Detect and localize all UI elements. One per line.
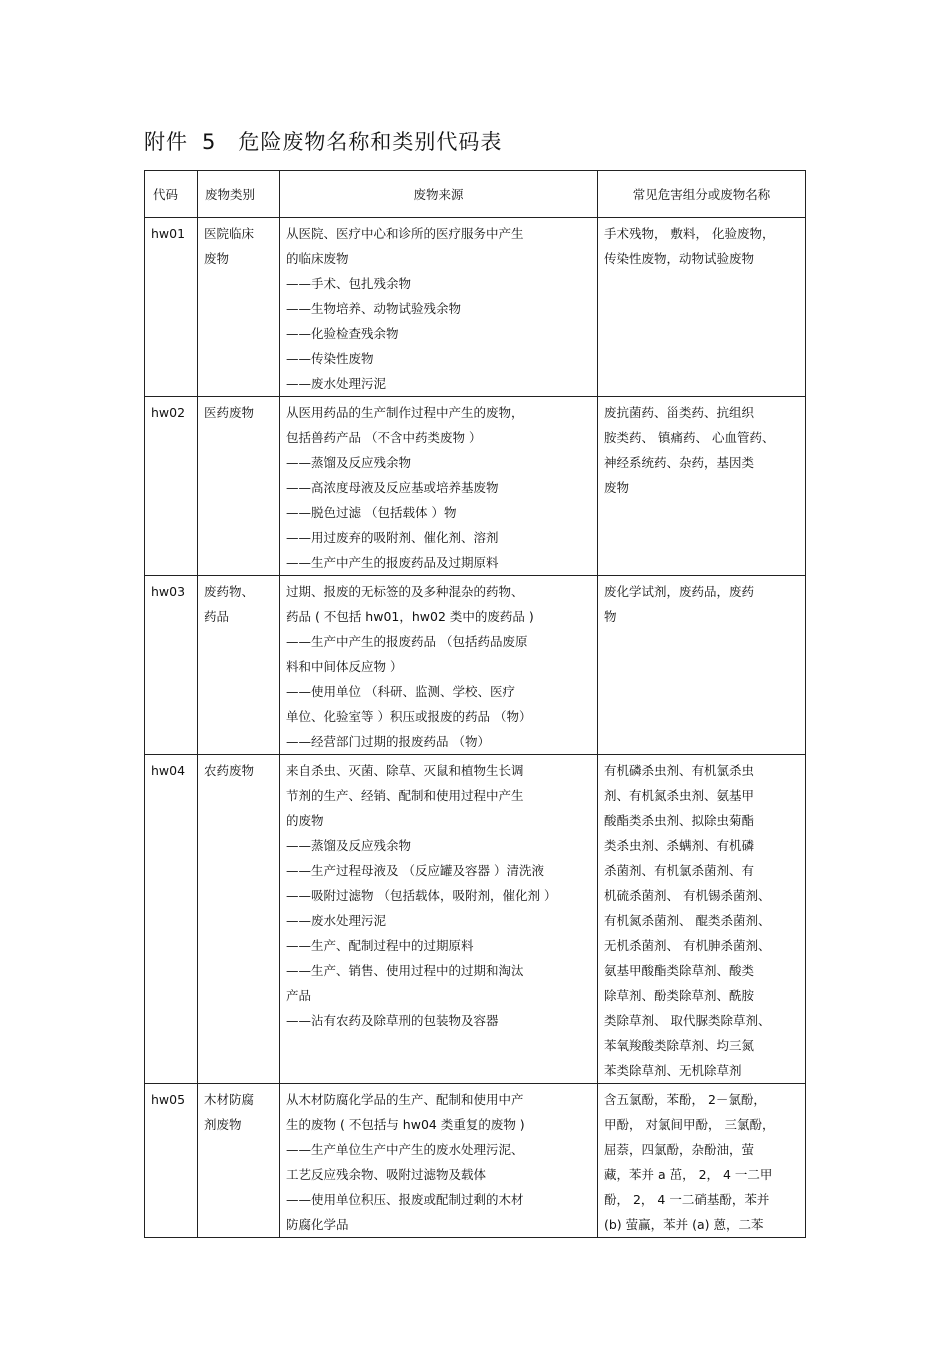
cell-source-line: 工艺反应残余物、吸附过滤物及载体 bbox=[286, 1167, 487, 1182]
cell-components-line: 酚， 2， 4 一二硝基酚，苯并 bbox=[604, 1192, 770, 1207]
cell-source-line: ——生物培养、动物试验残余物 bbox=[286, 301, 462, 316]
cell-source-line: 药品 ( 不包括 hw01，hw02 类中的废药品 ) bbox=[286, 609, 534, 624]
cell-source-line: ——生产、配制过程中的过期原料 bbox=[286, 938, 474, 953]
cell-components-line: 甲酚， 对氯间甲酚， 三氯酚， bbox=[604, 1117, 775, 1132]
cell-components-line: 神经系统药、杂药，基因类 bbox=[604, 455, 755, 470]
cell-source bbox=[280, 218, 598, 397]
cell-components-line: 物 bbox=[604, 609, 617, 624]
cell-source-line: 包括兽药产品 （不含中药类废物 ） bbox=[286, 430, 482, 445]
cell-source-line: ——生产中产生的报废药品及过期原料 bbox=[286, 555, 499, 570]
cell-source-line: ——高浓度母液及反应基或培养基废物 bbox=[286, 480, 499, 495]
table-body bbox=[145, 218, 806, 1238]
cell-category-line: 农药废物 bbox=[204, 763, 255, 778]
table-row bbox=[145, 1084, 806, 1238]
table-row bbox=[145, 576, 806, 755]
cell-components-line: 苯氧羧酸类除草剂、均三氮 bbox=[604, 1038, 755, 1053]
waste-code-table bbox=[144, 170, 806, 1238]
cell-source-line: 节剂的生产、经销、配制和使用过程中产生 bbox=[286, 788, 524, 803]
header-components: 常见危害组分或废物名称 bbox=[598, 171, 806, 218]
cell-source-line: ——废水处理污泥 bbox=[286, 376, 387, 391]
cell-source bbox=[280, 576, 598, 755]
cell-category bbox=[198, 397, 280, 576]
cell-source-line: ——生产中产生的报废药品 （包括药品废原 bbox=[286, 634, 528, 649]
table-header-row bbox=[145, 171, 806, 218]
cell-code: hw03 bbox=[145, 576, 198, 755]
cell-components-line: 有机氮杀菌剂、 醌类杀菌剂、 bbox=[604, 913, 771, 928]
cell-components-line: 剂、有机氮杀虫剂、氨基甲 bbox=[604, 788, 755, 803]
cell-components-line: 类杀虫剂、杀螨剂、有机磷 bbox=[604, 838, 755, 853]
cell-source-line: ——化验检查残余物 bbox=[286, 326, 399, 341]
table-row bbox=[145, 218, 806, 397]
cell-components bbox=[598, 755, 806, 1084]
cell-source-line: ——脱色过滤 （包括载体 ）物 bbox=[286, 505, 457, 520]
cell-components-line: 无机杀菌剂、 有机胂杀菌剂、 bbox=[604, 938, 771, 953]
cell-components-line: 机硫杀菌剂、 有机锡杀菌剂、 bbox=[604, 888, 771, 903]
title-number: 5 bbox=[202, 130, 217, 154]
cell-category-line: 剂废物 bbox=[204, 1117, 242, 1132]
cell-components-line: 类除草剂、 取代脲类除草剂、 bbox=[604, 1013, 771, 1028]
cell-components-line: 胺类药、 镇痛药、 心血管药、 bbox=[604, 430, 775, 445]
cell-components-line: 杀菌剂、有机氯杀菌剂、有 bbox=[604, 863, 755, 878]
cell-source-line: 的临床废物 bbox=[286, 251, 349, 266]
cell-source bbox=[280, 1084, 598, 1238]
cell-components-line: (b) 萤赢，苯并 (a) 蒽，二苯 bbox=[604, 1217, 764, 1232]
cell-components bbox=[598, 1084, 806, 1238]
cell-category bbox=[198, 755, 280, 1084]
header-code: 代码 bbox=[145, 171, 198, 218]
cell-category-line: 医药废物 bbox=[204, 405, 255, 420]
cell-source-line: ——生产、销售、使用过程中的过期和淘汰 bbox=[286, 963, 524, 978]
cell-category bbox=[198, 576, 280, 755]
cell-code: hw01 bbox=[145, 218, 198, 397]
cell-source-line: 来自杀虫、灭菌、除草、灭鼠和植物生长调 bbox=[286, 763, 524, 778]
cell-source-line: 单位、化验室等 ）积压或报废的药品 （物） bbox=[286, 709, 532, 724]
cell-source-line: ——蒸馏及反应残余物 bbox=[286, 838, 412, 853]
header-source: 废物来源 bbox=[280, 171, 598, 218]
cell-source-line: ——使用单位积压、报废或配制过剩的木材 bbox=[286, 1192, 524, 1207]
cell-components-line: 废物 bbox=[604, 480, 630, 495]
cell-source-line: ——沾有农药及除草刑的包装物及容器 bbox=[286, 1013, 499, 1028]
cell-components-line: 苯类除草剂、无机除草剂 bbox=[604, 1063, 742, 1078]
cell-code: hw02 bbox=[145, 397, 198, 576]
cell-components-line: 废化学试剂，废药品，废药 bbox=[604, 584, 755, 599]
cell-category bbox=[198, 1084, 280, 1238]
cell-components-line: 手术残物， 敷料， 化验废物， bbox=[604, 226, 775, 241]
title-prefix: 附件 bbox=[144, 130, 188, 154]
cell-category-line: 木材防腐 bbox=[204, 1092, 255, 1107]
cell-source-line: 过期、报废的无标签的及多种混杂的药物、 bbox=[286, 584, 524, 599]
cell-category-line: 药品 bbox=[204, 609, 230, 624]
cell-components-line: 屈萘，四氯酚，杂酚油，萤 bbox=[604, 1142, 755, 1157]
cell-source-line: ——手术、包扎残余物 bbox=[286, 276, 412, 291]
cell-code: hw05 bbox=[145, 1084, 198, 1238]
title-text: 危险废物名称和类别代码表 bbox=[238, 130, 503, 154]
cell-components-line: 有机磷杀虫剂、有机氯杀虫 bbox=[604, 763, 755, 778]
cell-category-line: 废药物、 bbox=[204, 584, 255, 599]
cell-source-line: ——吸附过滤物 （包括载体，吸附剂，催化剂 ） bbox=[286, 888, 557, 903]
cell-components-line: 废抗菌药、甾类药、抗组织 bbox=[604, 405, 755, 420]
cell-source bbox=[280, 755, 598, 1084]
cell-source-line: ——使用单位 （科研、监测、学校、医疗 bbox=[286, 684, 515, 699]
cell-components bbox=[598, 397, 806, 576]
cell-components-line: 除草剂、酚类除草剂、酰胺 bbox=[604, 988, 755, 1003]
cell-source-line: ——用过废弃的吸附剂、催化剂、溶剂 bbox=[286, 530, 499, 545]
cell-components-line: 含五氯酚，苯酚， 2－氯酚， bbox=[604, 1092, 766, 1107]
cell-source-line: 生的废物 ( 不包括与 hw04 类重复的废物 ) bbox=[286, 1117, 525, 1132]
cell-source-line: 产品 bbox=[286, 988, 312, 1003]
page-title bbox=[144, 126, 502, 156]
cell-source-line: ——生产过程母液及 （反应罐及容器 ）清洗液 bbox=[286, 863, 544, 878]
cell-source-line: ——生产单位生产中产生的废水处理污泥、 bbox=[286, 1142, 524, 1157]
cell-components bbox=[598, 576, 806, 755]
cell-source-line: 料和中间体反应物 ） bbox=[286, 659, 403, 674]
cell-source-line: ——传染性废物 bbox=[286, 351, 374, 366]
cell-source-line: ——蒸馏及反应残余物 bbox=[286, 455, 412, 470]
table-row bbox=[145, 755, 806, 1084]
cell-source bbox=[280, 397, 598, 576]
header-category: 废物类别 bbox=[198, 171, 280, 218]
cell-source-line: 防腐化学品 bbox=[286, 1217, 349, 1232]
cell-source-line: ——经营部门过期的报废药品 （物） bbox=[286, 734, 490, 749]
cell-components-line: 藏，苯并 a 茁， 2， 4 一二甲 bbox=[604, 1167, 773, 1182]
cell-source-line: 从医院、医疗中心和诊所的医疗服务中产生 bbox=[286, 226, 524, 241]
cell-components bbox=[598, 218, 806, 397]
cell-source-line: 从医用药品的生产制作过程中产生的废物， bbox=[286, 405, 524, 420]
cell-components-line: 传染性废物，动物试验废物 bbox=[604, 251, 755, 266]
table-row bbox=[145, 397, 806, 576]
cell-category-line: 废物 bbox=[204, 251, 230, 266]
cell-category bbox=[198, 218, 280, 397]
cell-source-line: 从木材防腐化学品的生产、配制和使用中产 bbox=[286, 1092, 524, 1107]
cell-source-line: 的废物 bbox=[286, 813, 324, 828]
cell-source-line: ——废水处理污泥 bbox=[286, 913, 387, 928]
cell-components-line: 氨基甲酸酯类除草剂、酸类 bbox=[604, 963, 755, 978]
cell-components-line: 酸酯类杀虫剂、拟除虫菊酯 bbox=[604, 813, 755, 828]
cell-code: hw04 bbox=[145, 755, 198, 1084]
cell-category-line: 医院临床 bbox=[204, 226, 255, 241]
